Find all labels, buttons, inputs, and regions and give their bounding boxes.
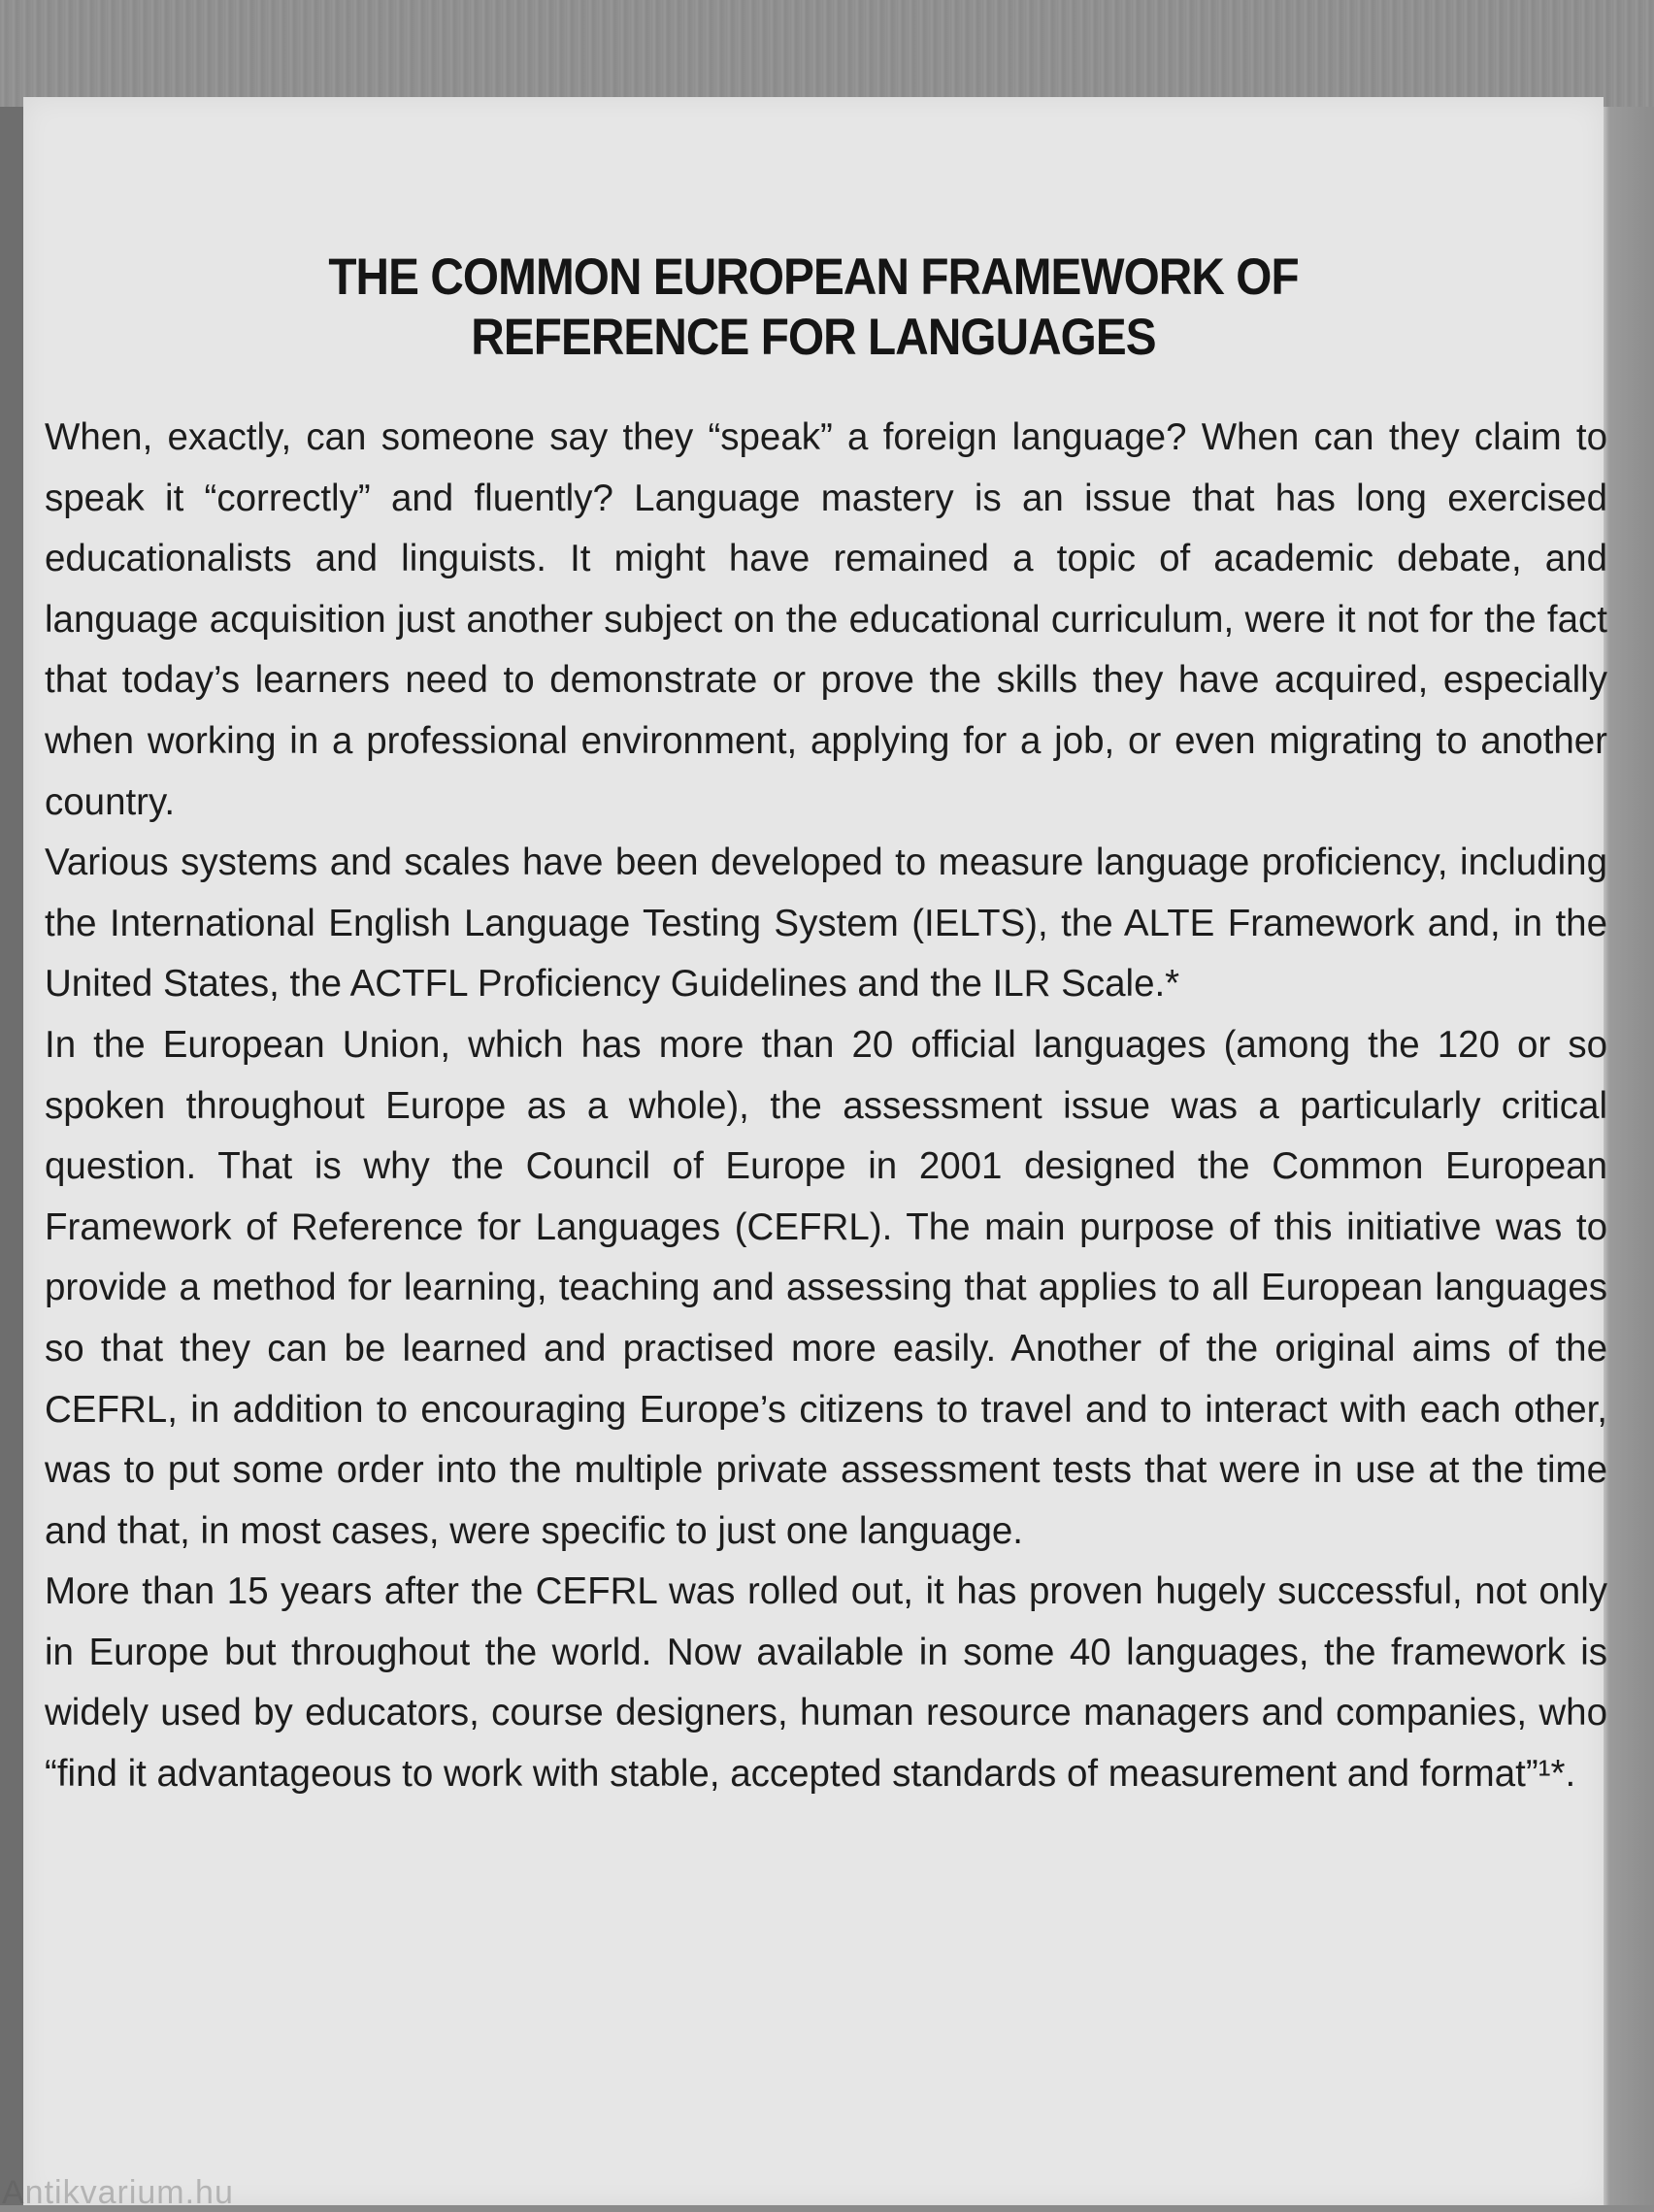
paragraph-success: More than 15 years after the CEFRL was rolled out, it has proven hugely successful, not only in Europe but throughout the world. Now available in some 40 languages, the framework is widely used by educators, course designers, human resource managers and companies, who “find it advantageous to work with stable, accepted standards of measurement and format”¹*. [45, 1570, 1607, 1796]
paragraph-systems: Various systems and scales have been developed to measure language proficiency, including the International English Language Testing System (IELTS), the ALTE Framework and, in the United States, the ACTFL Proficiency Guidelines and the ILR Scale.* [45, 842, 1607, 1006]
paragraph-european-union: In the European Union, which has more than 20 official languages (among the 120 or so spoken throughout Europe as a whole), the assessment issue was a particularly critical question. That is why the Council of Europe in 2001 designed the Common European Framework of Reference for Languages (CEFRL). The main purpose of this initiative was to provide a method for learning, teaching and assessing that applies to all European languages so that they can be learned and practised more easily. Another of the original aims of the CEFRL, in addition to encouraging Europe’s citizens to travel and to interact with each other, was to put some order into the multiple private assessment tests that were in use at the time and that, in most cases, were specific to just one language. [45, 1023, 1607, 1552]
title-line-1: THE COMMON EUROPEAN FRAMEWORK OF [328, 248, 1299, 306]
page-title [102, 248, 1524, 368]
background-surface-left [0, 107, 25, 2205]
watermark: Antikvarium.hu [2, 2174, 234, 2211]
title-line-2: REFERENCE FOR LANGUAGES [471, 309, 1156, 366]
article-body [45, 408, 1607, 1805]
background-surface-right [1602, 107, 1654, 2205]
paragraph-intro: When, exactly, can someone say they “speak” a foreign language? When can they claim to speak it “correctly” and fluently? Language mastery is an issue that has long exercised educationalists and linguists. It might have remained a topic of academic debate, and language acquisition just another subject on the educational curriculum, were it not for the fact that today’s learners need to demonstrate or prove the skills they have acquired, especially when working in a professional environment, applying for a job, or even migrating to another country. [45, 416, 1607, 823]
document-page [23, 97, 1607, 2205]
